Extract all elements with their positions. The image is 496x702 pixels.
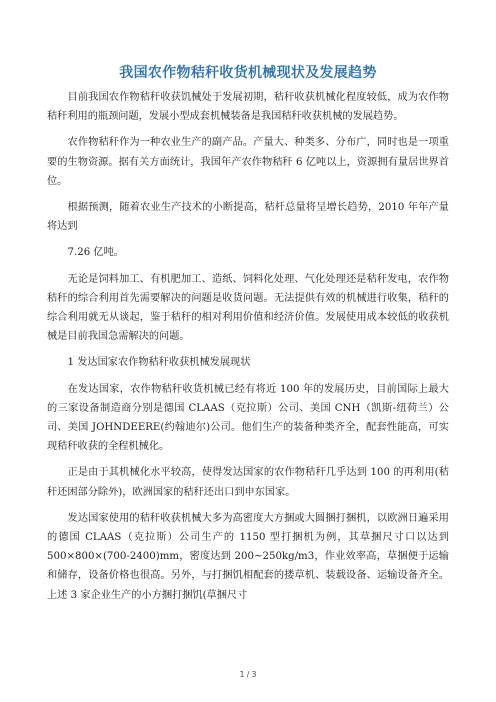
- paragraph: 发达国家使用的秸秆收获机械大多为高密度大方捆或大圆捆打捆机，以欧洲日遍采用的德国 CLAAS（克拉斯）公司生产的 1150 型打捆机为例，其草捆尺寸口以达到 500×800×(700-2400)mm，密度达到 200~250kg/m3，作业效率高，草捆便于运输和储存，设备价格也很高。另外，与打捆饥相配套的搂草机、装载设备、运输设备齐全。上述 3 家企业生产的小方捆打捆饥(草捆尺寸: [47, 512, 449, 601]
- paragraph: 正是由于其机械化水平较高，使得发达国家的农作物秸秆几乎达到 100 的再利用(秸秆还困部分除外)，欧洲国家的秸秆还出口到申东国家。: [47, 467, 449, 498]
- paragraph: 在发达国家，农作物秸秆收货机械已经有将近 100 年的发展历史，目前国际上最大的三家设备制造商分别是德国 CLAAS（克拉斯）公司、美国 CNH（凯斯-纽荷兰）公司、美国 JOHNDEERE(约翰迪尔)公司。他们生产的装备种类齐全，配套性能高，可实现秸秆收获的全程机械化。: [47, 383, 449, 453]
- paragraph: 农作物秸秆作为一种农业生产的副产品。产量大、种类多、分布广，同时也是一项重要的生物资源。据有关方面统计，我国年产农作物秸秆 6 亿吨以上，资源拥有量居世界首位。: [47, 137, 449, 187]
- paragraph: 目前我国农作物秸秆收获饥械处于发展初期，秸秆收获机械化程度较低，成为农作物秸秆利用的瓶颈问题，发展小型成套机械装备是我国秸秆收获机械的发展趋势。: [47, 92, 449, 123]
- paragraph: 根据预测，随着农业生产技术的小断提高，秸杆总量将呈增长趋势，2010 年年产量将达到: [47, 202, 449, 233]
- document-body: [47, 88, 449, 612]
- document-title: 我国农作物秸秆收货机械现状及发展趋势: [119, 65, 377, 81]
- section-heading: 1 发达国家农作物秸秆收获机械发展现状: [67, 357, 251, 369]
- paragraph: 无论是饲料加工、有机肥加工、造纸、饲料化处理、气化处理还是秸秆发电，农作物秸秆的综合利用首先需要解决的问题是收货问题。无法提供有效的机械进行收集，秸秆的综合利用就无从谈起，鉴于秸秆的相对利用价值和经济价值。发展使用成本较低的收获机械是目前我国急需解决的问题。: [47, 273, 449, 343]
- page-indicator: 1 / 3: [239, 670, 257, 679]
- paragraph: 7.26 亿吨。: [67, 247, 124, 259]
